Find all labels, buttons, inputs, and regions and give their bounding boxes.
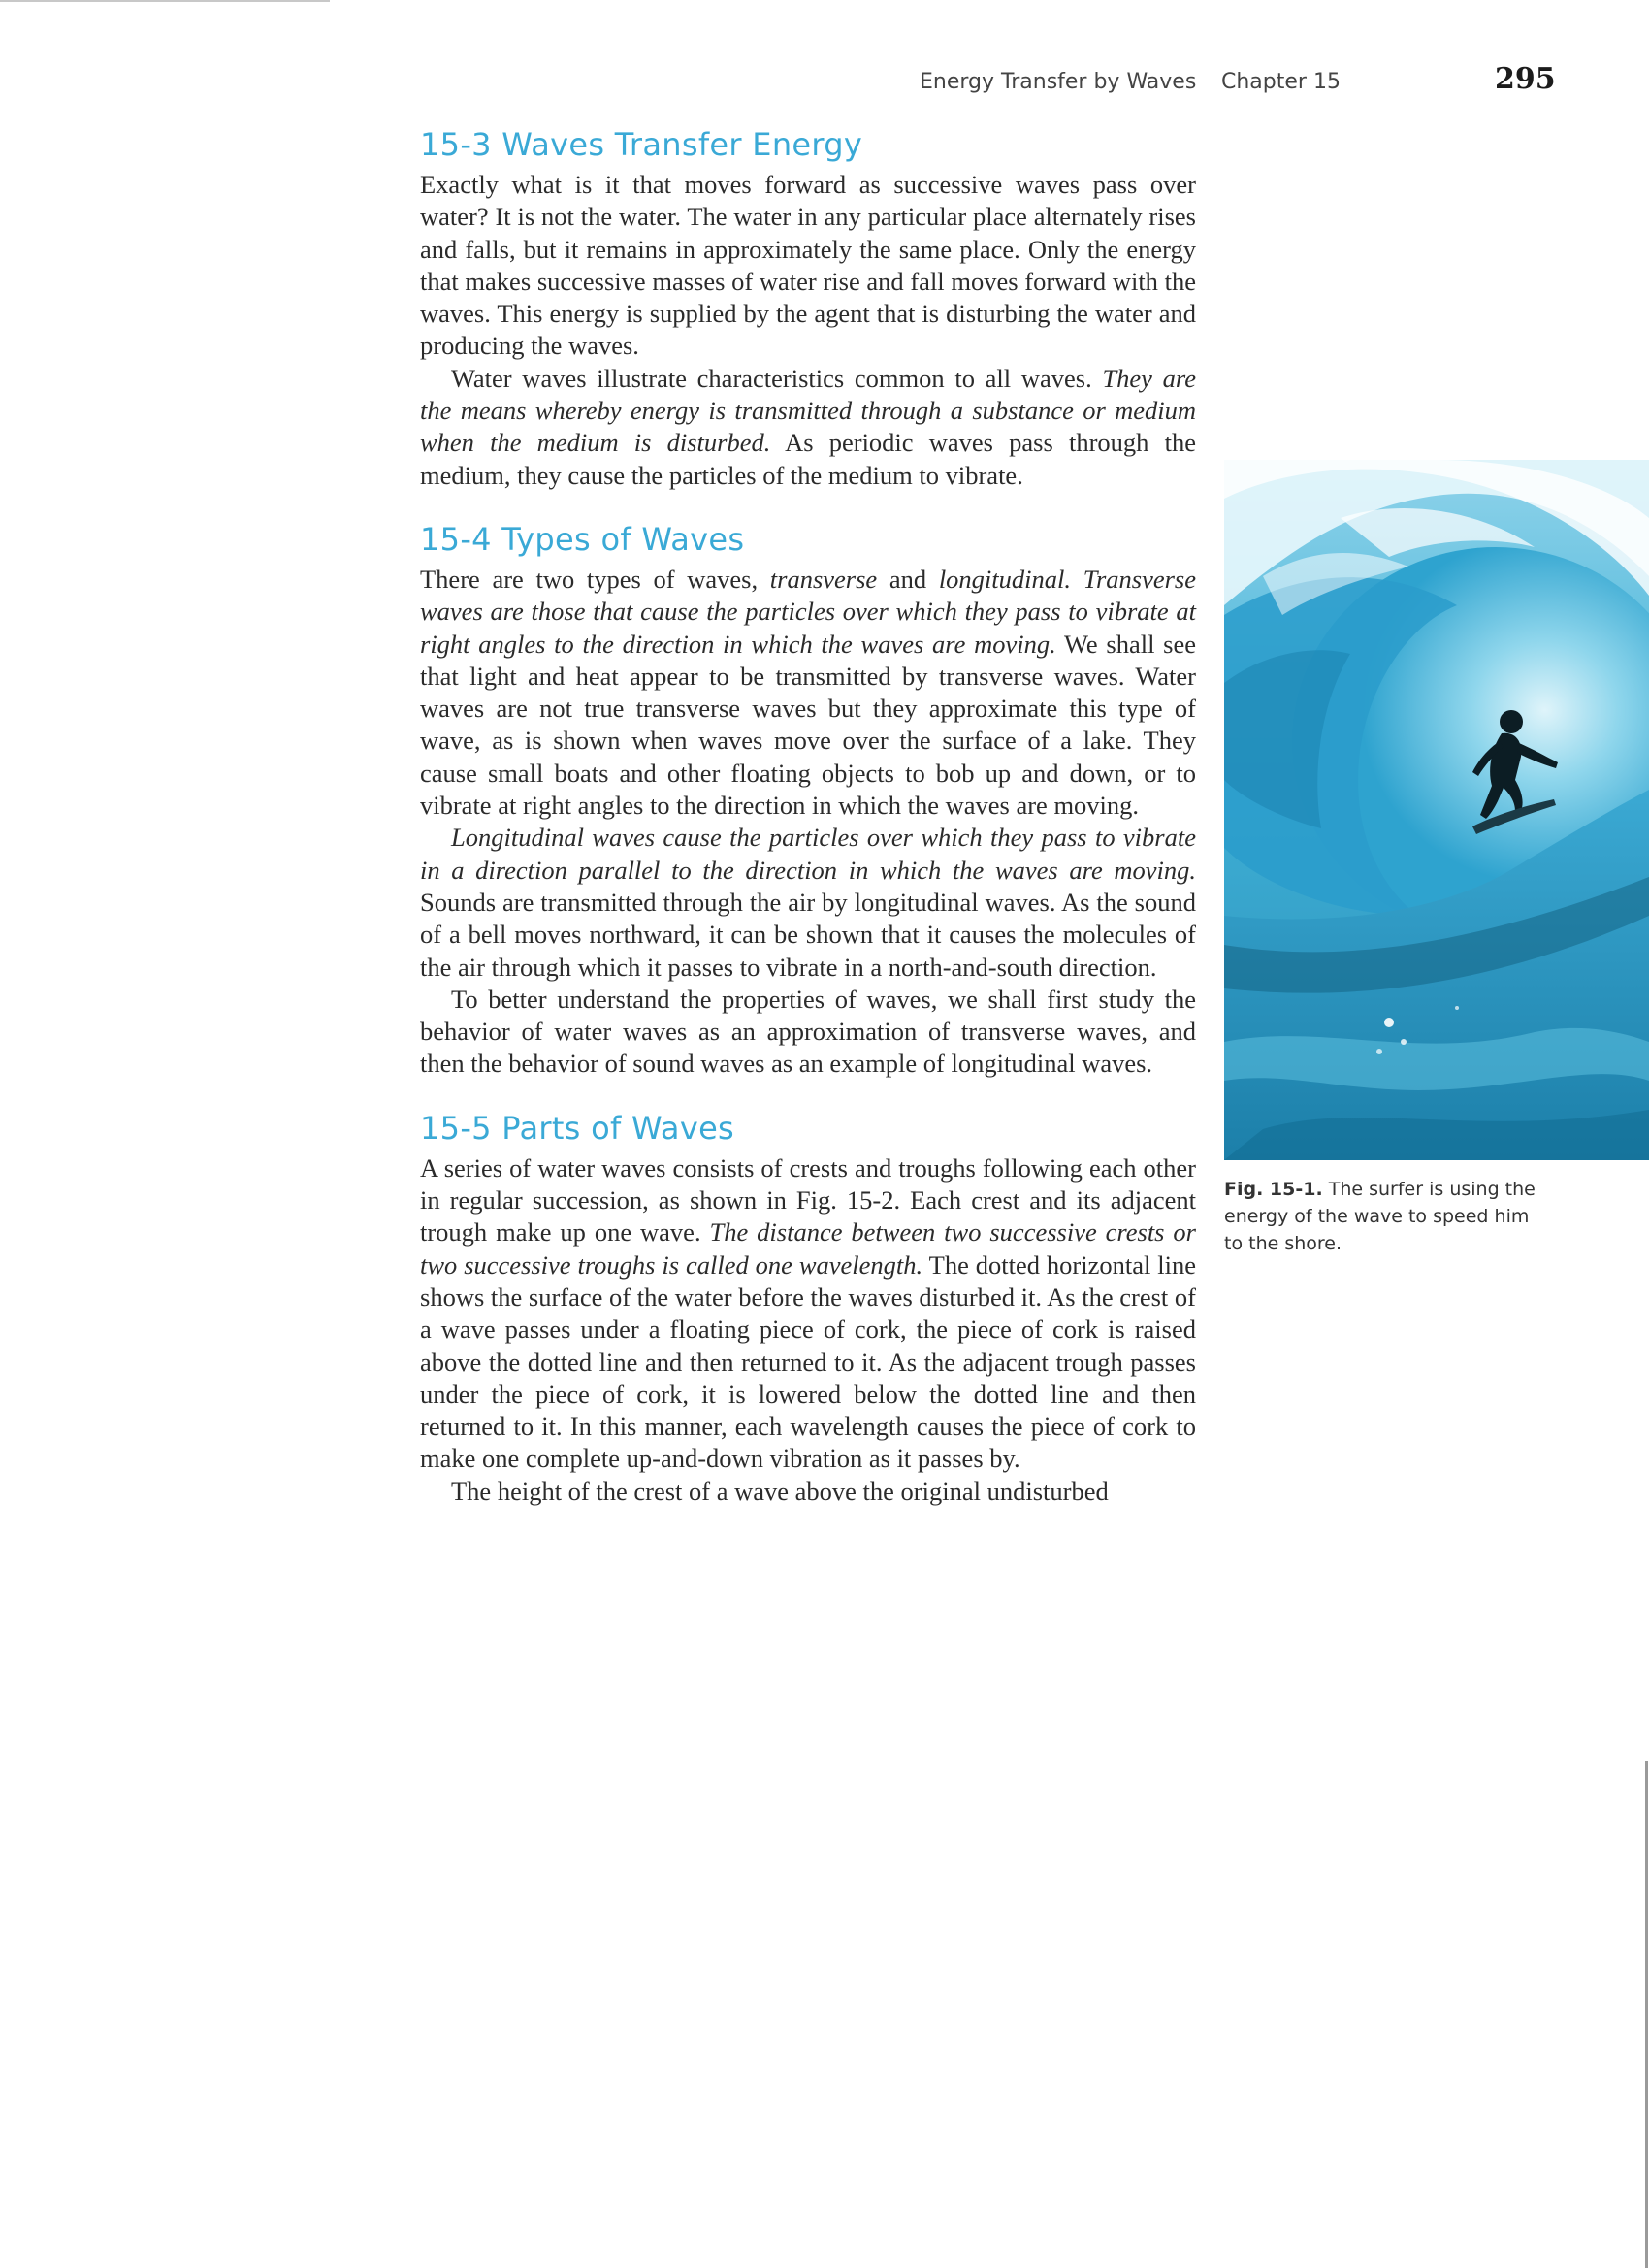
paragraph-italic: Longitudinal waves cause the particles over which they pass to vibrate in a direction parallel to the direction in which the waves are moving.	[420, 823, 1196, 885]
paragraph	[420, 1475, 1196, 1507]
paragraph-italic: transverse	[769, 564, 878, 594]
paragraph	[420, 363, 1196, 492]
running-chapter: Chapter 15	[1221, 70, 1341, 94]
paragraph	[420, 822, 1196, 983]
section-heading-15-3: 15-3 Waves Transfer Energy	[420, 126, 863, 163]
paragraph-text: As periodic waves pass through the medium, they cause the particles of the medium to vibrate.	[420, 428, 1196, 490]
figure-caption	[1224, 1176, 1544, 1257]
paragraph-text: and	[877, 564, 939, 594]
paragraph-text: Exactly what is it that moves forward as successive waves pass over water? It is not the water. The water in any particular place alternately rises and falls, but it remains in approximately the same place. Only the energy that makes successive masses of water rise and fall moves forward with the waves. This energy is supplied by the agent that is disturbing the water and producing the waves.	[420, 170, 1196, 361]
paragraph-text: We shall see that light and heat appear to be transmitted by transverse waves. Water waves are not true transverse waves but they approximate this type of wave, as is shown when waves move over the surface of a lake. They cause small boats and other floating objects to bob up and down, or to vibrate at right angles to the direction in which the waves are moving.	[420, 629, 1197, 821]
scan-edge-line	[0, 0, 330, 2]
figure-label: Fig. 15-1.	[1224, 1179, 1323, 1200]
main-text-column	[420, 124, 1196, 1507]
paragraph-text: The height of the crest of a wave above the original undisturbed	[451, 1475, 1109, 1506]
paragraph	[420, 1152, 1196, 1475]
paragraph-text: There are two types of waves,	[420, 564, 770, 594]
section-heading-15-4: 15-4 Types of Waves	[420, 520, 745, 558]
paragraph-italic: longitudinal. Transverse waves are those that cause the particles over which they pass to vibrate at right angles to the direction in which the waves are moving.	[420, 564, 1196, 659]
paragraph-text: To better understand the properties of waves, we shall first study the behavior of water waves as an approximation of transverse waves, and then the behavior of sound waves as an example of longitudinal waves.	[420, 984, 1196, 1079]
paragraph-text: The dotted horizontal line shows the surface of the water before the waves disturbed it. As the crest of a wave passes under a floating piece of cork, the piece of cork is raised above the dotted line and then returned to it. As the adjacent trough passes under the piece of cork, it is lowered below the dotted line and then returned to it. In this manner, each wavelength causes the piece of cork to make one complete up-and-down vibration as it passes by.	[420, 1249, 1196, 1474]
scan-edge-line-right	[1645, 1761, 1648, 2268]
paragraph-text: Sounds are transmitted through the air by longitudinal waves. As the sound of a bell moves northward, it can be shown that it causes the molecules of the air through which it passes to vibrate in a north-and-south direction.	[420, 887, 1196, 982]
running-title: Energy Transfer by Waves	[920, 70, 1197, 94]
surfer-photo	[1224, 460, 1649, 1160]
paragraph-italic: The distance between two successive crests or two successive troughs is called one wavelength.	[420, 1217, 1196, 1280]
page-number: 295	[1495, 62, 1556, 96]
paragraph	[420, 169, 1196, 363]
caption-text: The surfer is using the energy of the wave to speed him to the shore.	[1224, 1179, 1536, 1254]
section-heading-15-5: 15-5 Parts of Waves	[420, 1109, 735, 1147]
paragraph-italic: They are the means whereby energy is transmitted through a substance or medium when the medium is disturbed.	[420, 363, 1196, 458]
paragraph	[420, 984, 1196, 1081]
paragraph-text: A series of water waves consists of crests and troughs following each other in regular succession, as shown in Fig. 15-2. Each crest and its adjacent trough make up one wave.	[420, 1152, 1196, 1247]
page-header	[0, 62, 1649, 105]
paragraph-text: Water waves illustrate characteristics common to all waves.	[451, 363, 1103, 393]
paragraph	[420, 564, 1196, 822]
